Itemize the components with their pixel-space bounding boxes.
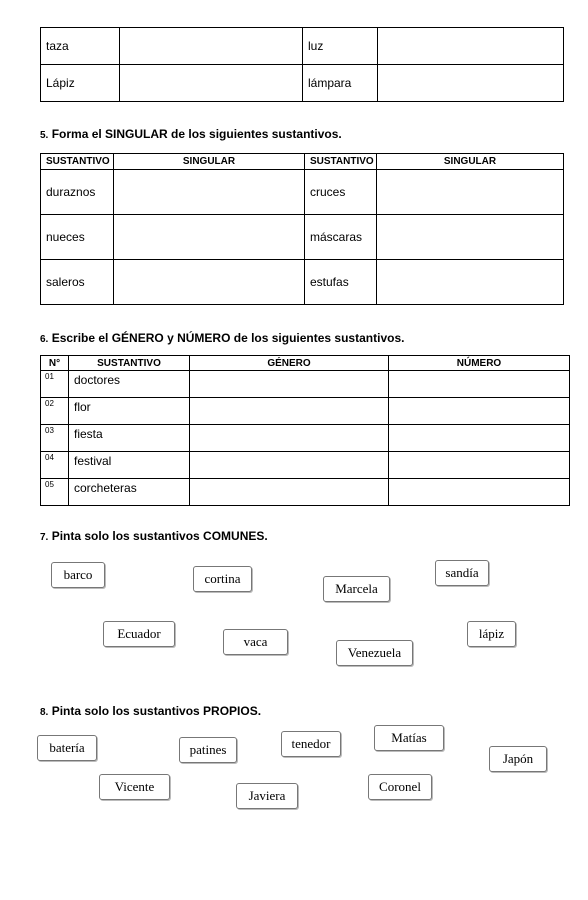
word-chip-japon[interactable]: Japón <box>489 746 547 772</box>
table-row <box>41 260 564 305</box>
noun-cell: doctores <box>69 371 190 398</box>
word-chip-coronel[interactable]: Coronel <box>368 774 432 800</box>
section-number: 7. <box>40 532 49 543</box>
answer-cell[interactable] <box>378 65 564 102</box>
word-chip-bateria[interactable]: batería <box>37 735 97 761</box>
word-chip-cortina[interactable]: cortina <box>193 566 252 592</box>
section-7-heading <box>40 529 268 543</box>
noun-cell: taza <box>41 28 120 65</box>
gender-cell[interactable] <box>190 425 389 452</box>
row-number: 03 <box>41 425 69 452</box>
answer-cell[interactable] <box>114 170 305 215</box>
gender-cell[interactable] <box>190 371 389 398</box>
word-chip-javiera[interactable]: Javiera <box>236 783 298 809</box>
column-header: SUSTANTIVO <box>41 154 114 170</box>
answer-cell[interactable] <box>114 215 305 260</box>
word-chip-sandia[interactable]: sandía <box>435 560 489 586</box>
column-header: SUSTANTIVO <box>305 154 377 170</box>
table-row <box>41 65 564 102</box>
number-cell[interactable] <box>389 425 570 452</box>
answer-cell[interactable] <box>120 65 303 102</box>
word-chip-vaca[interactable]: vaca <box>223 629 288 655</box>
answer-cell[interactable] <box>377 170 564 215</box>
column-header: SINGULAR <box>114 154 305 170</box>
word-chip-patines[interactable]: patines <box>179 737 237 763</box>
word-chip-lapiz[interactable]: lápiz <box>467 621 516 647</box>
column-header: N° <box>41 356 69 371</box>
table-row <box>41 479 570 506</box>
table-row <box>41 28 564 65</box>
gender-cell[interactable] <box>190 398 389 425</box>
noun-cell: Lápiz <box>41 65 120 102</box>
answer-cell[interactable] <box>378 28 564 65</box>
section-number: 6. <box>40 334 49 345</box>
table-row <box>41 371 570 398</box>
column-header: SUSTANTIVO <box>69 356 190 371</box>
table-header-row <box>41 356 570 371</box>
section-6-heading <box>40 331 404 345</box>
noun-cell: corcheteras <box>69 479 190 506</box>
table-row <box>41 398 570 425</box>
noun-cell: máscaras <box>305 215 377 260</box>
section-title: Pinta solo los sustantivos COMUNES. <box>51 529 268 543</box>
singular-table <box>40 153 564 305</box>
gender-number-table <box>40 355 570 506</box>
noun-cell: duraznos <box>41 170 114 215</box>
row-number: 05 <box>41 479 69 506</box>
word-chip-barco[interactable]: barco <box>51 562 105 588</box>
word-chip-vicente[interactable]: Vicente <box>99 774 170 800</box>
answer-cell[interactable] <box>114 260 305 305</box>
noun-cell: festival <box>69 452 190 479</box>
section-5-heading <box>40 127 342 141</box>
noun-cell: estufas <box>305 260 377 305</box>
answer-cell[interactable] <box>120 28 303 65</box>
number-cell[interactable] <box>389 398 570 425</box>
table-continuation <box>40 27 564 102</box>
section-title: Escribe el GÉNERO y NÚMERO de los siguientes sustantivos. <box>51 331 405 345</box>
column-header: NÚMERO <box>389 356 570 371</box>
word-chip-venezuela[interactable]: Venezuela <box>336 640 413 666</box>
row-number: 01 <box>41 371 69 398</box>
noun-cell: lámpara <box>303 65 378 102</box>
gender-cell[interactable] <box>190 479 389 506</box>
word-chip-marcela[interactable]: Marcela <box>323 576 390 602</box>
gender-cell[interactable] <box>190 452 389 479</box>
column-header: SINGULAR <box>377 154 564 170</box>
noun-cell: saleros <box>41 260 114 305</box>
table-row <box>41 215 564 260</box>
column-header: GÉNERO <box>190 356 389 371</box>
noun-cell: nueces <box>41 215 114 260</box>
word-chip-matias[interactable]: Matías <box>374 725 444 751</box>
number-cell[interactable] <box>389 371 570 398</box>
table-header-row <box>41 154 564 170</box>
section-8-heading <box>40 704 261 718</box>
section-title: Pinta solo los sustantivos PROPIOS. <box>51 704 262 718</box>
noun-cell: fiesta <box>69 425 190 452</box>
row-number: 04 <box>41 452 69 479</box>
row-number: 02 <box>41 398 69 425</box>
answer-cell[interactable] <box>377 215 564 260</box>
table-row <box>41 170 564 215</box>
word-chip-ecuador[interactable]: Ecuador <box>103 621 175 647</box>
answer-cell[interactable] <box>377 260 564 305</box>
noun-cell: luz <box>303 28 378 65</box>
table-row <box>41 452 570 479</box>
word-chip-tenedor[interactable]: tenedor <box>281 731 341 757</box>
section-number: 8. <box>40 707 49 718</box>
number-cell[interactable] <box>389 479 570 506</box>
noun-cell: cruces <box>305 170 377 215</box>
noun-cell: flor <box>69 398 190 425</box>
table-row <box>41 425 570 452</box>
number-cell[interactable] <box>389 452 570 479</box>
section-title: Forma el SINGULAR de los siguientes sustantivos. <box>51 127 342 141</box>
section-number: 5. <box>40 130 49 141</box>
